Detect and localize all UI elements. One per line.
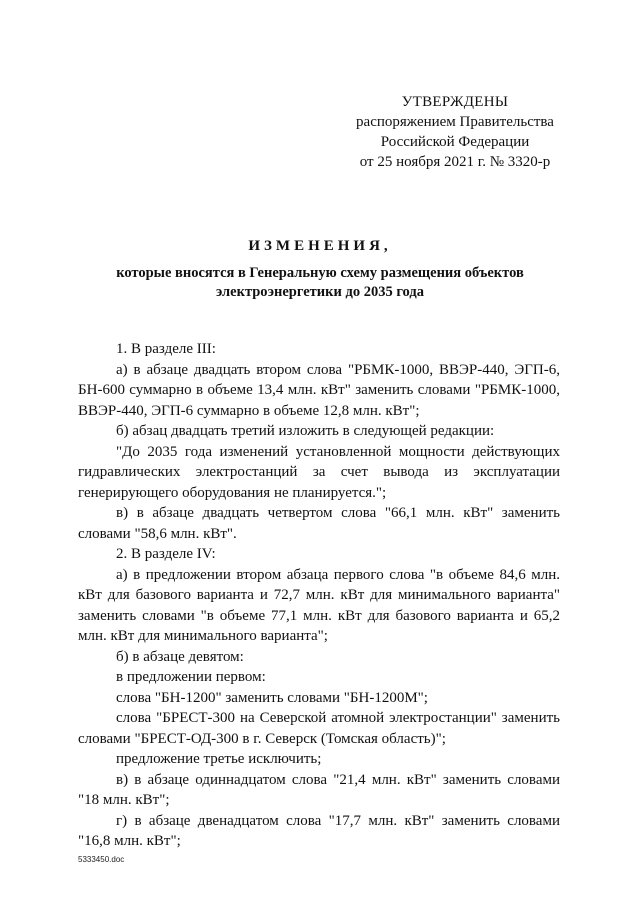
subtitle-line-1: которые вносятся в Генеральную схему размещения объектов xyxy=(116,265,524,281)
amendment-paragraph: предложение третье исключить; xyxy=(116,751,322,767)
approval-stamp xyxy=(340,92,570,172)
document-title: ИЗМЕНЕНИЯ, xyxy=(248,238,392,254)
amendment-paragraph: г) в абзаце двенадцатом слова "17,7 млн. кВт" заменить словами "16,8 млн. кВт"; xyxy=(78,812,560,849)
amendment-paragraph: а) в абзаце двадцать втором слова "РБМК-1000, ВВЭР-440, ЭГП-6, БН-600 суммарно в объеме 13,4 млн. кВт" заменить словами "РБМК-1000, ВВЭР-440, ЭГП-6 суммарно в объеме 12,8 млн. кВт"; xyxy=(78,361,560,419)
section-heading: 1. В разделе III: xyxy=(116,341,216,357)
subtitle-line-2: электроэнергетики до 2035 года xyxy=(216,284,424,300)
amendment-paragraph: б) в абзаце девятом: xyxy=(116,648,244,665)
approval-authority: распоряжением Правительства xyxy=(356,114,554,130)
amendment-paragraph: б) абзац двадцать третий изложить в следующей редакции: xyxy=(116,423,495,439)
approval-date-number: от 25 ноября 2021 г. № 3320-р xyxy=(359,154,551,170)
amendment-paragraph: в предложении первом: xyxy=(116,669,266,685)
file-name-footer: 5333450.doc xyxy=(78,855,125,864)
document-body xyxy=(78,339,560,852)
document-subtitle xyxy=(80,264,560,302)
approval-heading: УТВЕРЖДЕНЫ xyxy=(401,94,509,110)
amendment-paragraph: а) в предложении втором абзаца первого слова "в объеме 84,6 млн. кВт для базового варианта и 72,7 млн. кВт для минимального варианта" заменить словами "в объеме 77,1 млн. кВт для базового варианта и 65,2 млн. кВт для минимального варианта"; xyxy=(78,566,560,644)
quoted-paragraph: "До 2035 года изменений установленной мощности действующих гидравлических электростанций за счет вывода из эксплуатации генерирующего оборудования не планируется."; xyxy=(78,443,560,501)
section-heading: 2. В разделе IV: xyxy=(116,546,216,562)
amendment-paragraph: слова "БН-1200" заменить словами "БН-1200М"; xyxy=(116,689,428,706)
amendment-paragraph: слова "БРЕСТ-300 на Северской атомной электростанции" заменить словами "БРЕСТ-ОД-300 в г. Северск (Томская область)"; xyxy=(78,710,560,747)
approval-country: Российской Федерации xyxy=(380,134,530,150)
amendment-paragraph: в) в абзаце одиннадцатом слова "21,4 млн. кВт" заменить словами "18 млн. кВт"; xyxy=(78,771,560,808)
amendment-paragraph: в) в абзаце двадцать четвертом слова "66,1 млн. кВт" заменить словами "58,6 млн. кВт". xyxy=(78,505,560,542)
